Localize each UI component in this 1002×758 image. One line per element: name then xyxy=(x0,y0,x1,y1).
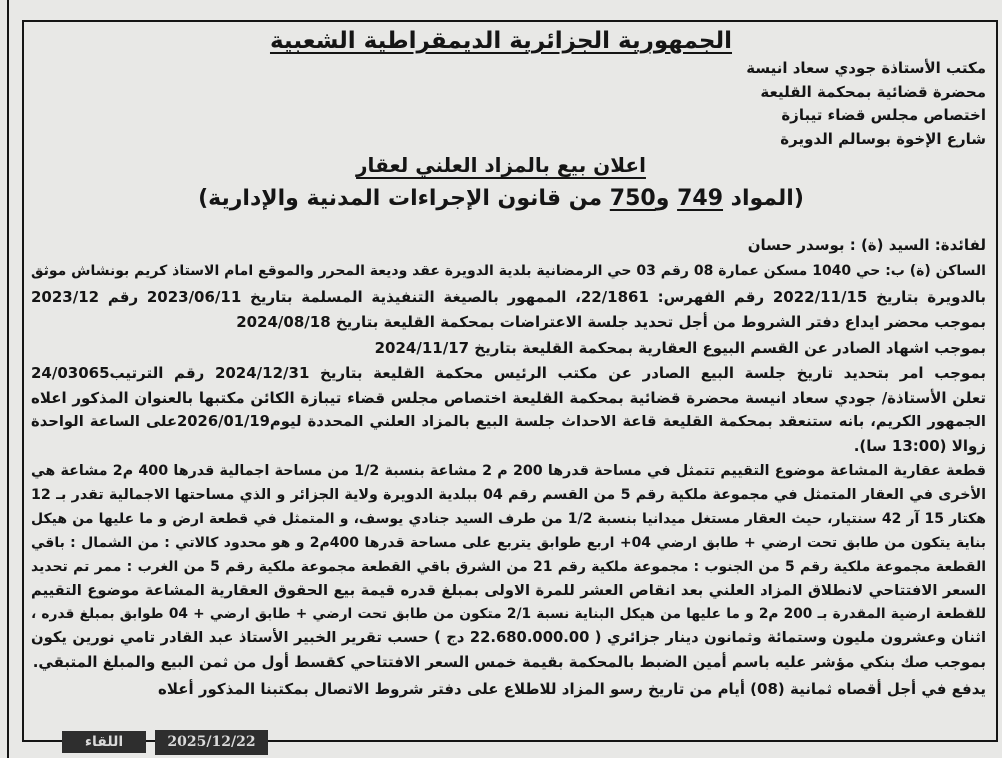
body-line xyxy=(28,626,986,650)
body-line xyxy=(28,483,986,507)
body-line xyxy=(28,361,986,385)
frame-right-border xyxy=(996,20,998,742)
body-line xyxy=(28,434,986,458)
frame-left-border xyxy=(22,20,24,742)
office-line xyxy=(520,104,986,126)
body-line xyxy=(28,531,986,555)
body-line-text: السعر الافتتاحي لانطلاق المزاد العلني بعد انقاص العشر للمرة الاولى بمبلغ قدره قيمة بيع الحقوق العقارية المشاعة موضوع التقييم xyxy=(31,582,986,599)
republic-heading xyxy=(40,22,962,60)
republic-heading-text: الجمهورية الجزائرية الديمقراطية الشعبية xyxy=(269,28,733,54)
publication-name: اللقاء xyxy=(84,734,124,750)
body-line-text: بناية يتكون من طابق تحت ارضي + طابق ارضي 04+ اربع طوابق يتربع على مساحة قدرها 400م2 و هو محدود كالاتي : من الشمال : باقي xyxy=(30,535,986,551)
body-line xyxy=(28,459,986,483)
body-line-text: بموجب محضر ايداع دفتر الشروط من أجل تحديد جلسة الاعتراضات بمحكمة القليعة بتاريخ 2024/08/18 xyxy=(236,313,986,331)
body-line-text: يدفع في أجل أقصاه ثمانية (08) أيام من تاريخ رسو المزاد للاطلاع على دفتر شروط الاتصال بمكتبنا المذكور أعلاه xyxy=(158,680,986,698)
body-line-text: هكتار 15 آر 42 سنتيار، حيث العقار مستغل ميدانيا بنسبة 1/2 من طرف السيد جنادي يوسف، و المتمثل في قطعة ارض و ما عليها من هيكل xyxy=(31,511,986,527)
office-jurisdiction: اختصاص مجلس قضاء تيبازة xyxy=(781,106,986,124)
body-line xyxy=(28,602,986,626)
body-line xyxy=(28,336,986,360)
office-line xyxy=(520,128,986,150)
body-line-text: الساكن (ة) ب: حي 1040 مسكن عمارة 08 رقم 03 حي الرمضانية بلدية الدويرة عقد وديعة المحرر والموقع امام الاستاذ كريم بونشاش موثق xyxy=(30,263,986,279)
subtitle-rest: من قانون الإجراءات المدنية والإدارية) xyxy=(198,186,610,211)
body-line-text: بموجب امر بتحديد تاريخ جلسة البيع الصادر عن مكتب الرئيس محكمة القليعة بتاريخ 2024/12/31 رقم الترتيب24/03065 xyxy=(31,364,986,382)
session-time: زوالا (13:00 سا). xyxy=(853,437,986,455)
body-line xyxy=(28,310,986,334)
body-line-text: بموجب صك بنكي مؤشر عليه باسم أمين الضبط بالمحكمة بقيمة خمس السعر الافتتاحي كقسط أول من ثمن البيع والمبلغ المتبقي. xyxy=(32,653,986,671)
body-line xyxy=(28,650,986,674)
article-749: 749 xyxy=(677,186,724,211)
body-line xyxy=(28,233,986,257)
body-line-text: قطعة عقارية المشاعة موضوع التقييم تتمثل في مساحة قدرها 200 م 2 مشاعة بنسبة 1/2 من مساحة اجمالية قدرها 400 م2 مشاعة هي xyxy=(31,463,986,479)
body-line-text: الأخرى في العقار المتمثل في مجموعة ملكية رقم 5 من القسم رقم 04 ببلدية الدويرة ولاية الجزائر و الذي مساحتها الاجمالية تقدر بـ 12 xyxy=(30,487,986,503)
body-line xyxy=(28,386,986,410)
body-line xyxy=(28,579,986,603)
body-line-text: الجمهور الكريم، بانه ستنعقد بمحكمة القليعة قاعة الاحداث جلسة البيع بالمزاد العلني المحددة ليوم2026/01/19على الساعة الواحدة xyxy=(31,413,986,430)
column-rule xyxy=(7,0,9,758)
office-line xyxy=(520,57,986,79)
body-line-text: القطعة مجموعة ملكية رقم 5 من الجنوب : مجموعة ملكية رقم 21 من الشرق باقي القطعة مجموعة ملكية رقم 5 من الغرب : ممر تم تحديد xyxy=(31,559,986,575)
notice-subtitle xyxy=(60,182,942,216)
subtitle-open: (المواد xyxy=(723,186,804,211)
body-line xyxy=(28,285,986,309)
body-line xyxy=(28,677,986,701)
body-line xyxy=(28,555,986,579)
office-address: شارع الإخوة بوسالم الدويرة xyxy=(780,130,986,148)
body-line-text: للقطعة ارضية المقدرة بـ 200 م2 و ما عليها من هيكل البناية نسبة 2/1 متكون من طابق تحت ارضي + طابق ارضي + 04 طوابق بمبلغ قدره ، xyxy=(31,606,986,622)
body-line-text: بالدويرة بتاريخ 2022/11/15 رقم الفهرس: 22/1861، الممهور بالصيغة التنفيذية المسلمة بتاريخ 2023/06/11 رقم 2023/12 xyxy=(31,288,986,306)
article-750: 750 xyxy=(609,186,656,211)
publication-date-tag xyxy=(155,730,268,755)
notice-title-text: اعلان بيع بالمزاد العلني لعقار xyxy=(356,153,646,177)
publication-date: 2025/12/22 xyxy=(167,734,256,750)
notice-subtitle-text xyxy=(198,186,804,211)
body-line xyxy=(28,507,986,531)
opening-price-line: اثنان وعشرون مليون وستمائة وثمانون دينار جزائري ( 22.680.000.00 دج ) حسب تقرير الخبير الأستاذ عبد القادر تامي نورين يكون xyxy=(31,629,986,646)
body-line-text: بموجب اشهاد الصادر عن القسم البيوع العقارية بمحكمة القليعة بتاريخ 2024/11/17 xyxy=(374,339,986,357)
office-name: مكتب الأستاذة جودي سعاد انيسة xyxy=(746,59,986,77)
subtitle-joiner: و xyxy=(655,186,678,211)
office-role: محضرة قضائية بمحكمة القليعة xyxy=(760,83,986,101)
notice-title xyxy=(100,150,902,180)
body-line xyxy=(28,410,986,434)
body-line xyxy=(28,259,986,283)
publication-tag xyxy=(62,731,146,753)
beneficiary-line: لفائدة: السيد (ة) : بوسدر حسان xyxy=(747,236,986,254)
body-line-text: تعلن الأستاذة/ جودي سعاد انيسة محضرة قضائية بمحكمة القليعة اختصاص مجلس قضاء تيبازة الكائن مكتبها بالعنوان المذكور اعلاه xyxy=(31,389,986,407)
office-line xyxy=(520,81,986,103)
